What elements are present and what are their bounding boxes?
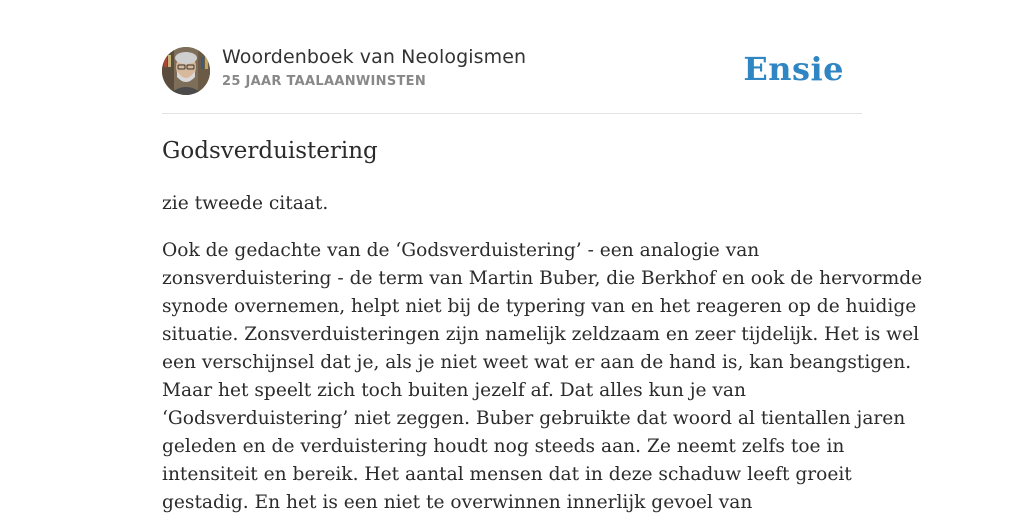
avatar-image [162, 47, 210, 95]
entry-paragraph-1 [162, 190, 862, 218]
site-title[interactable]: Woordenboek van Neologismen [222, 46, 527, 68]
paragraph-line: een verschijnsel dat je, als je niet weet wat er aan de hand is, kan beangstigen. [162, 352, 912, 373]
site-subtitle: 25 JAAR TAALAANWINSTEN [222, 74, 427, 89]
paragraph-line: ‘Godsverduistering’ niet zeggen. Buber gebruikte dat woord al tientallen jaren [162, 408, 906, 429]
entry-title: Godsverduistering [162, 138, 378, 164]
paragraph-line: zie tweede citaat. [162, 193, 329, 214]
paragraph-line: synode overnemen, helpt niet bij de typering van en het reageren op de huidige [162, 296, 917, 317]
header-divider [162, 113, 862, 114]
paragraph-line: Maar het speelt zich toch buiten jezelf af. Dat alles kun je van [162, 380, 746, 401]
entry-paragraph-2 [162, 237, 923, 517]
site-header [162, 46, 862, 96]
paragraph-line: intensiteit en bereik. Het aantal mensen dat in deze schaduw leeft groeit [162, 464, 852, 485]
ensie-logo[interactable]: Ensie [743, 50, 844, 88]
page [162, 0, 923, 513]
paragraph-line: gestadig. En het is een niet te overwinnen innerlijk gevoel van [162, 492, 753, 513]
paragraph-line: zonsverduistering - de term van Martin Buber, die Berkhof en ook de hervormde [162, 268, 923, 289]
paragraph-line: Ook de gedachte van de ‘Godsverduistering’ - een analogie van [162, 240, 760, 261]
paragraph-line: situatie. Zonsverduisteringen zijn namelijk zeldzaam en zeer tijdelijk. Het is wel [162, 324, 920, 345]
paragraph-line: geleden en de verduistering houdt nog steeds aan. Ze neemt zelfs toe in [162, 436, 845, 457]
author-avatar[interactable] [162, 47, 210, 95]
